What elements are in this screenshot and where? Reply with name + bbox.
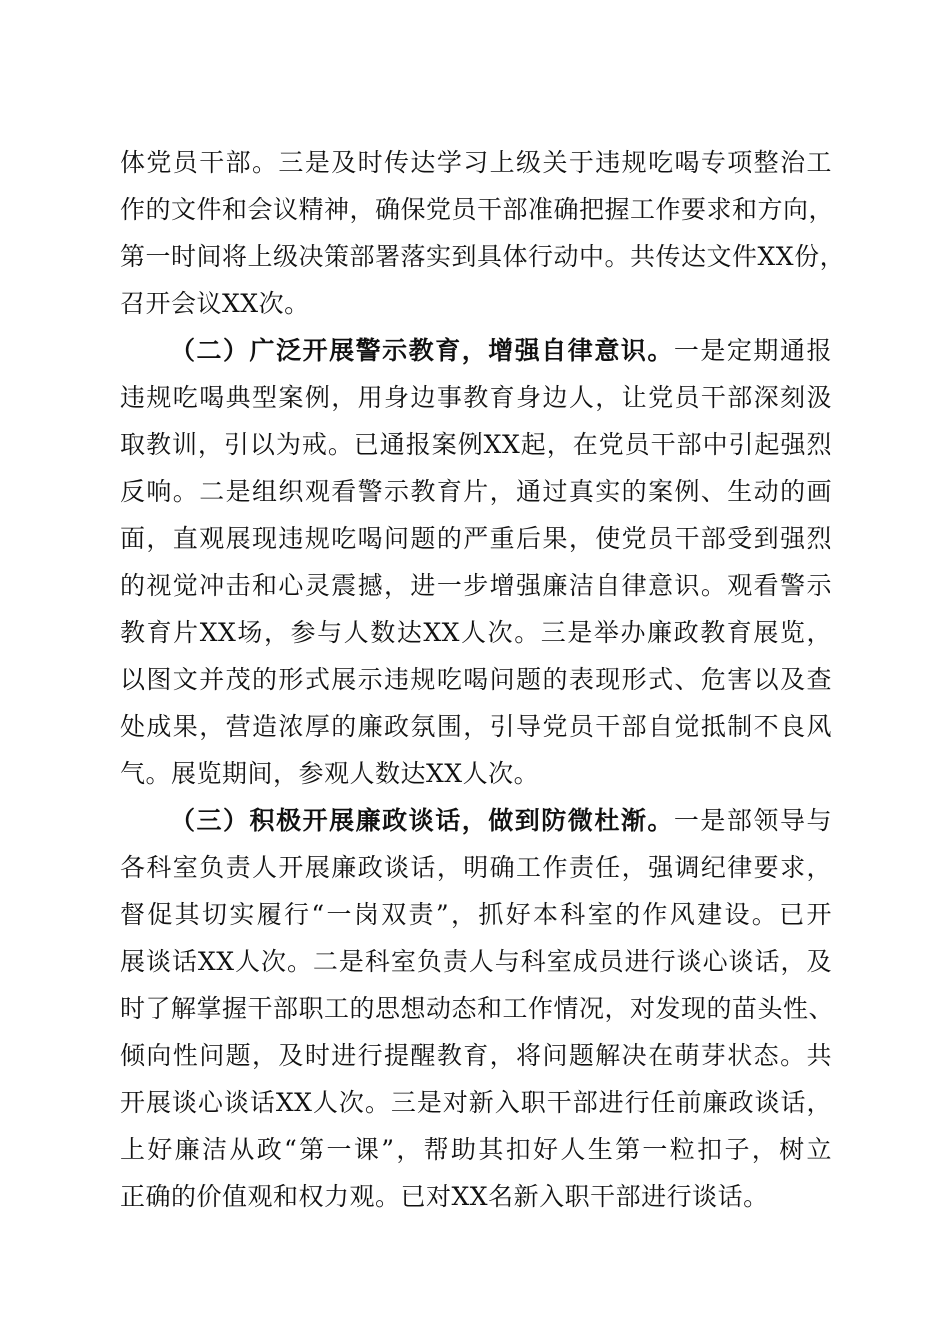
paragraph-line: 以图文并茂的形式展示违规吃喝问题的表现形式、危害以及查	[120, 665, 832, 694]
paragraph-line: 展谈话XX人次。二是科室负责人与科室成员进行谈心谈话，及	[120, 947, 832, 976]
paragraph-line: 倾向性问题，及时进行提醒教育，将问题解决在萌芽状态。共	[120, 1041, 832, 1070]
paragraph-line: 反响。二是组织观看警示教育片，通过真实的案例、生动的画	[120, 477, 832, 506]
paragraph-line: 违规吃喝典型案例，用身边事教育身边人，让党员干部深刻汲	[120, 383, 832, 412]
paragraph-line: 开展谈心谈话XX人次。三是对新入职干部进行任前廉政谈话，	[120, 1088, 832, 1117]
paragraph-line: 体党员干部。三是及时传达学习上级关于违规吃喝专项整治工	[120, 148, 832, 177]
paragraph-line: 时了解掌握干部职工的思想动态和工作情况，对发现的苗头性、	[120, 994, 835, 1023]
paragraph-line: 各科室负责人开展廉政谈话，明确工作责任，强调纪律要求，	[120, 853, 832, 882]
section-3-lead: 一是部领导与	[673, 806, 832, 835]
section-2-heading: （二）广泛开展警示教育，增强自律意识。	[170, 336, 674, 365]
paragraph-line: 督促其切实履行“一岗双责”，抓好本科室的作风建设。已开	[120, 900, 832, 929]
paragraph-line: 取教训，引以为戒。已通报案例XX起，在党员干部中引起强烈	[120, 430, 832, 459]
paragraph-line: 作的文件和会议精神，确保党员干部准确把握工作要求和方向，	[120, 195, 835, 224]
section-2-lead: 一是定期通报	[673, 336, 832, 365]
paragraph-line: 面，直观展现违规吃喝问题的严重后果，使党员干部受到强烈	[120, 524, 832, 553]
section-3-first-line	[170, 798, 832, 844]
section-3-heading: （三）积极开展廉政谈话，做到防微杜渐。	[170, 806, 674, 835]
section-2-first-line	[170, 328, 832, 374]
paragraph-line: 召开会议XX次。	[120, 289, 310, 318]
paragraph-line: 处成果，营造浓厚的廉政氛围，引导党员干部自觉抵制不良风	[120, 712, 832, 741]
paragraph-line: 正确的价值观和权力观。已对XX名新入职干部进行谈话。	[120, 1182, 769, 1211]
paragraph-line: 上好廉洁从政“第一课”，帮助其扣好人生第一粒扣子，树立	[120, 1135, 832, 1164]
paragraph-line: 教育片XX场，参与人数达XX人次。三是举办廉政教育展览，	[120, 618, 832, 647]
paragraph-line: 第一时间将上级决策部署落实到具体行动中。共传达文件XX份，	[120, 242, 846, 271]
paragraph-line: 的视觉冲击和心灵震撼，进一步增强廉洁自律意识。观看警示	[120, 571, 832, 600]
paragraph-line: 气。展览期间，参观人数达XX人次。	[120, 759, 540, 788]
